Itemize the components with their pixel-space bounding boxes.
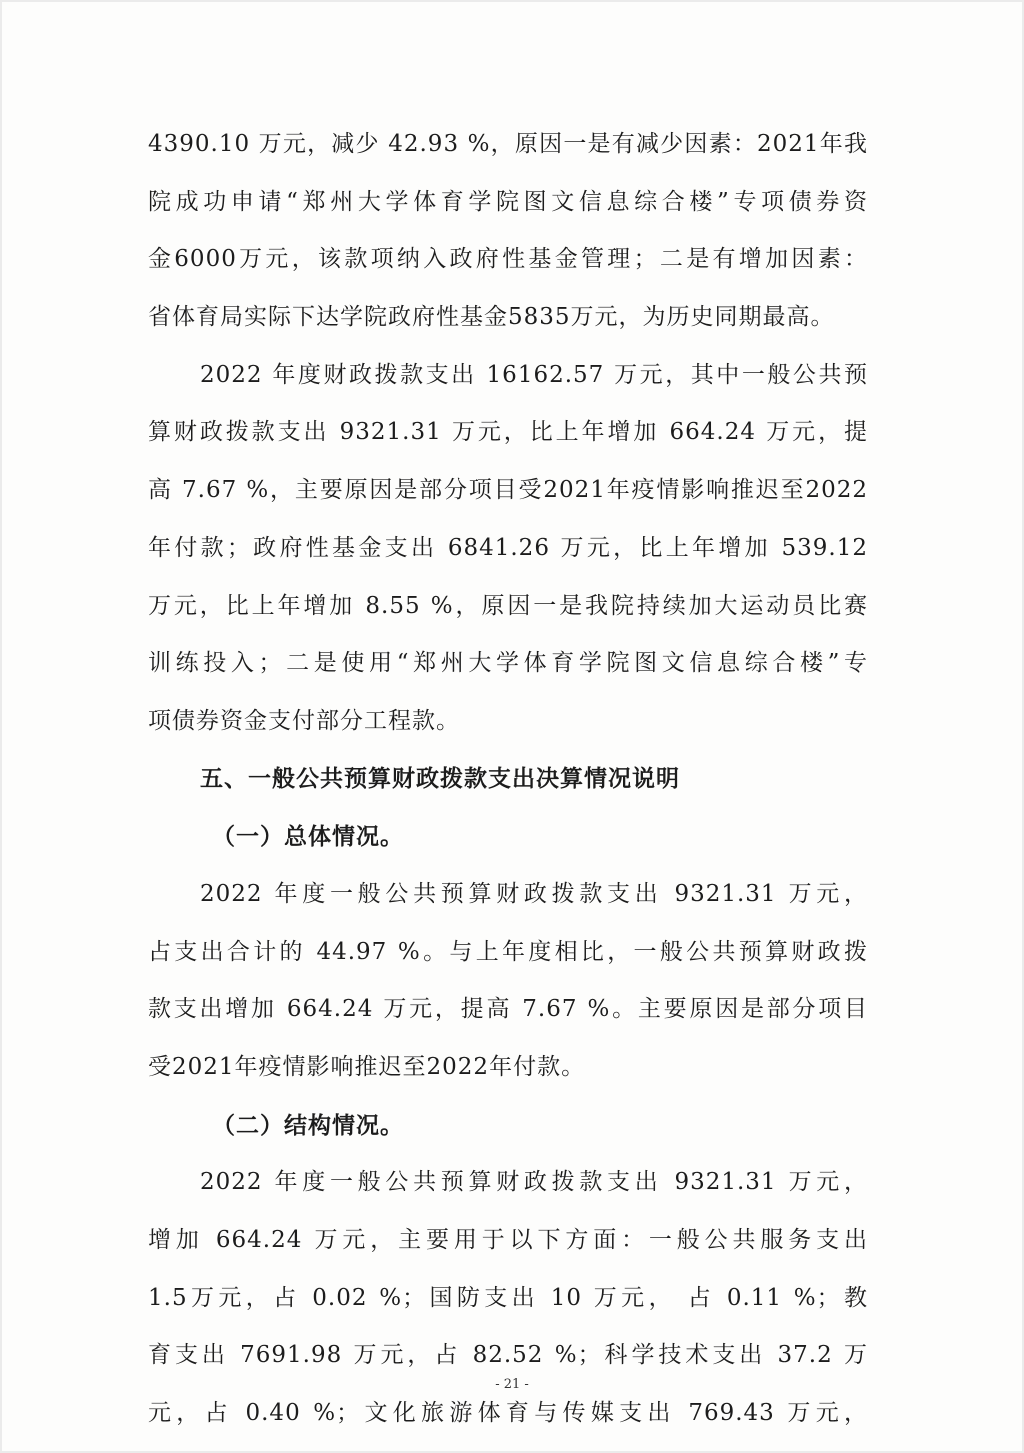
text-line: 院成功申请“郑州大学体育学院图文信息综合楼”专项债券资 <box>148 188 868 215</box>
section-heading: 五、一般公共预算财政拨款支出决算情况说明 <box>200 765 680 792</box>
text-line: 款支出增加 664.24 万元，提高 7.67 %。主要原因是部分项目 <box>148 996 868 1023</box>
text-line: 高 7.67 %，主要原因是部分项目受2021年疫情影响推迟至2022 <box>148 477 868 504</box>
text-line: 年付款；政府性基金支出 6841.26 万元，比上年增加 539.12 <box>148 534 868 561</box>
text-line: 训练投入；二是使用“郑州大学体育学院图文信息综合楼”专 <box>148 650 868 677</box>
text-line: 万元，比上年增加 8.55 %，原因一是我院持续加大运动员比赛 <box>148 592 868 619</box>
subsection-heading: （二）结构情况。 <box>212 1111 404 1139</box>
text-line: 4390.10 万元，减少 42.93 %，原因一是有减少因素：2021年我 <box>148 131 868 157</box>
text-line: 2022 年度一般公共预算财政拨款支出 9321.31 万元， <box>200 880 868 907</box>
text-line: 占支出合计的 44.97 %。与上年度相比，一般公共预算财政拨 <box>148 938 868 965</box>
subsection-heading: （一）总体情况。 <box>212 823 404 851</box>
text-line: 2022 年度一般公共预算财政拨款支出 9321.31 万元， <box>200 1169 868 1196</box>
text-line: 金6000万元，该款项纳入政府性基金管理；二是有增加因素： <box>148 246 868 273</box>
text-line: 1.5万元，占 0.02 %；国防支出 10 万元， 占 0.11 %；教 <box>148 1284 868 1311</box>
text-line: 元，占 0.40 %；文化旅游体育与传媒支出 769.43 万元， <box>148 1400 868 1427</box>
page-number: - 21 - <box>495 1377 529 1392</box>
text-line: 2022 年度财政拨款支出 16162.57 万元，其中一般公共预 <box>200 361 868 388</box>
text-line: 育支出 7691.98 万元，占 82.52 %；科学技术支出 37.2 万 <box>148 1342 868 1369</box>
text-line: 受2021年疫情影响推迟至2022年付款。 <box>148 1054 586 1080</box>
text-line: 项债券资金支付部分工程款。 <box>148 707 460 734</box>
text-line: 算财政拨款支出 9321.31 万元，比上年增加 664.24 万元，提 <box>148 419 868 446</box>
document-body <box>148 116 868 1443</box>
text-line: 增加 664.24 万元，主要用于以下方面：一般公共服务支出 <box>148 1227 868 1254</box>
text-line: 省体育局实际下达学院政府性基金5835万元，为历史同期最高。 <box>148 304 835 331</box>
